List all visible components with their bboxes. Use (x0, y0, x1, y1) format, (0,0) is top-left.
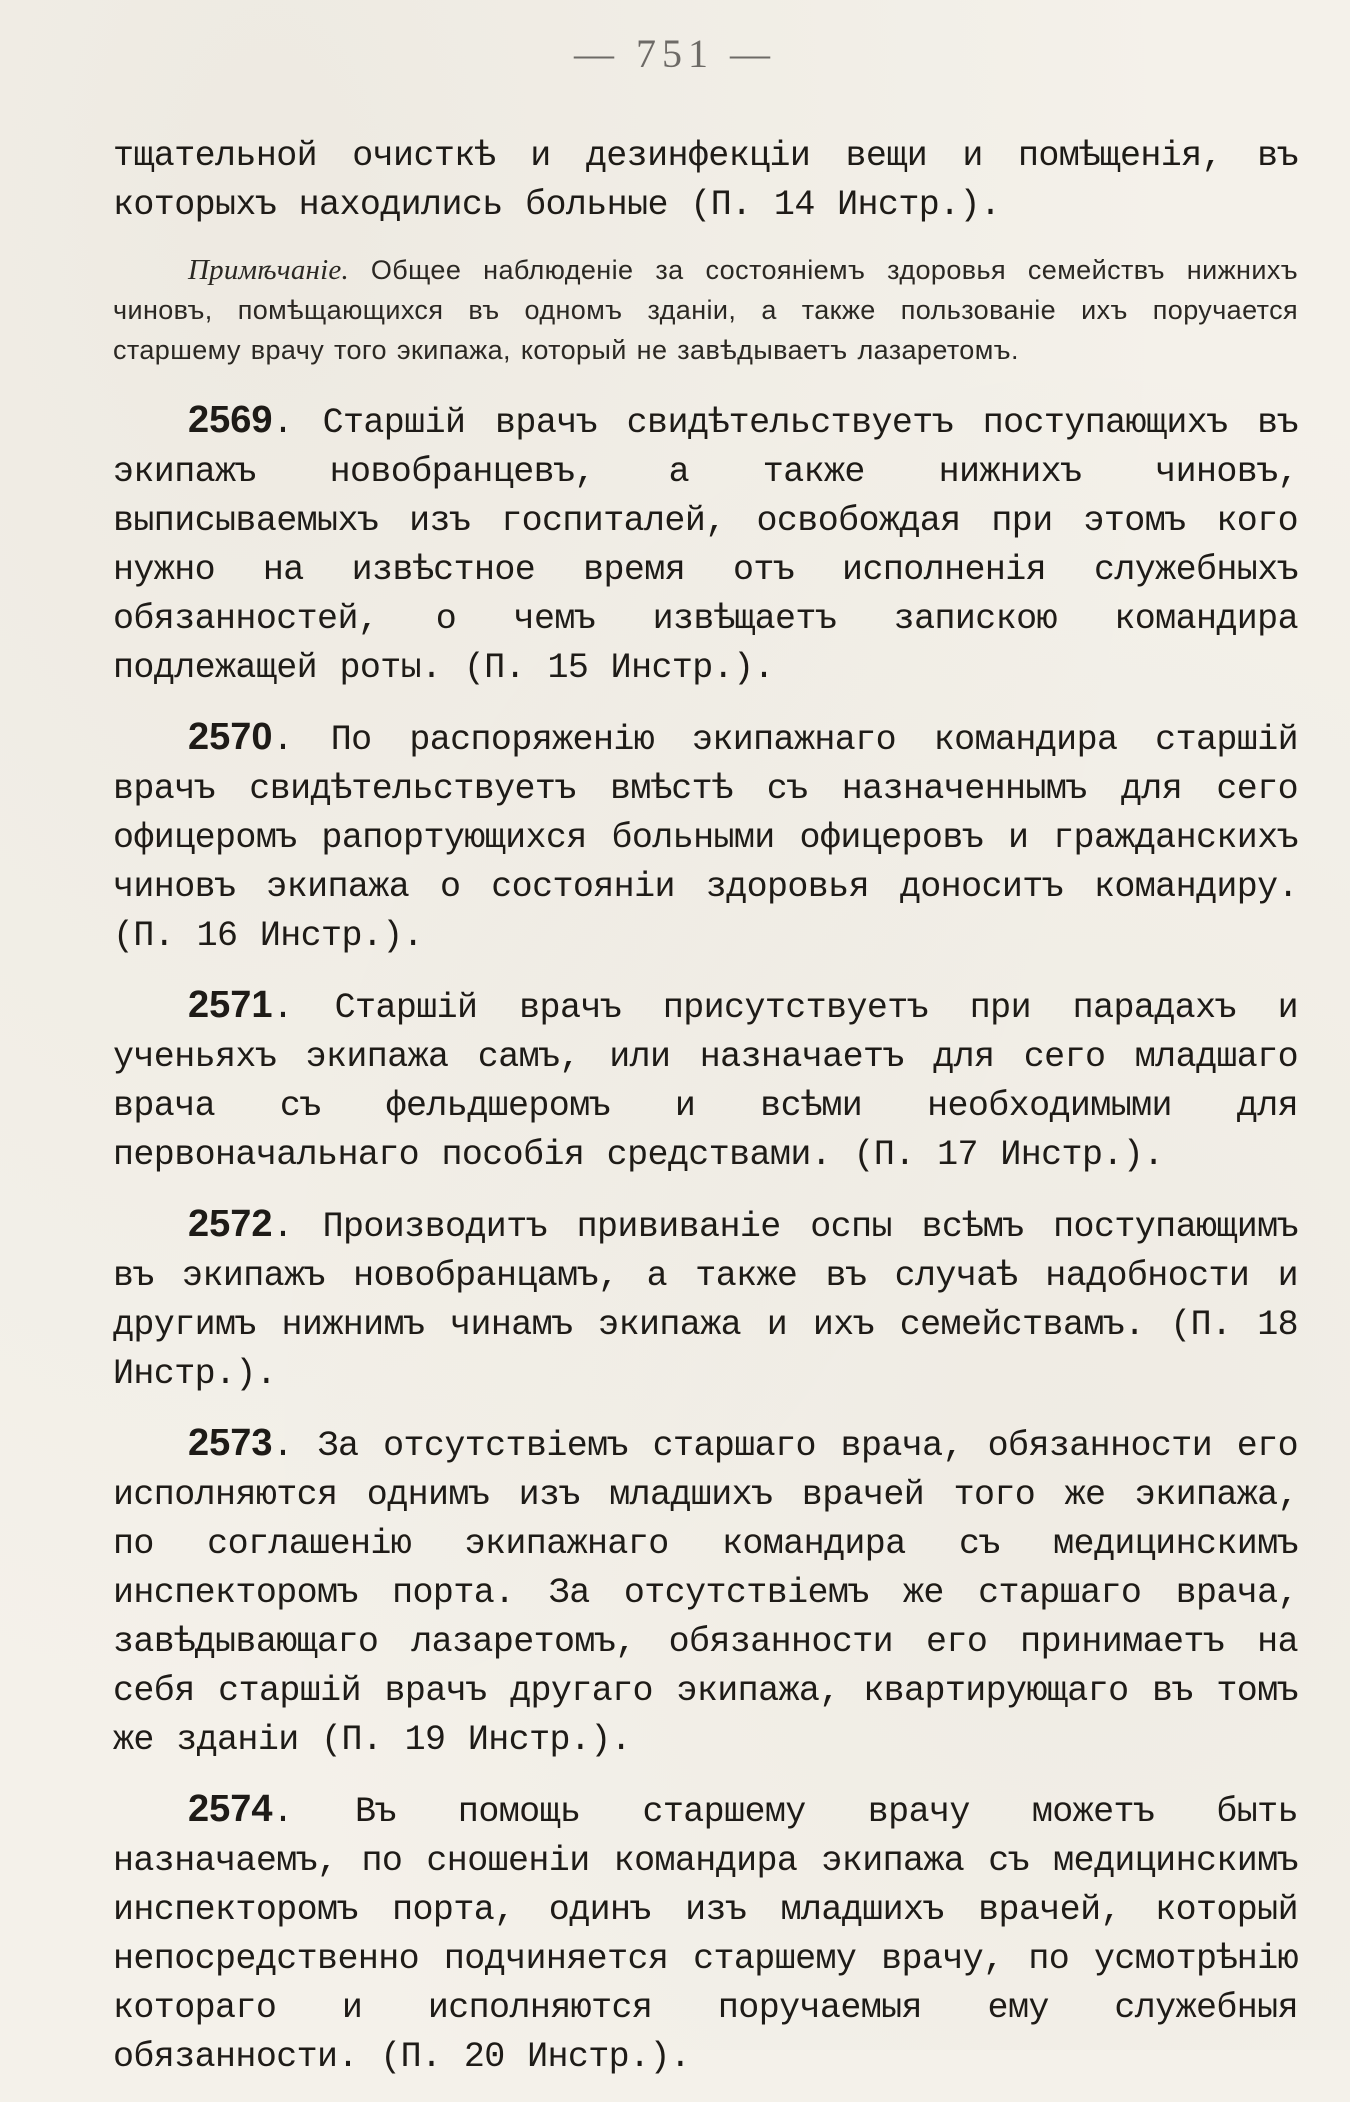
article-text: . Старшій врачъ свидѣтельствуетъ поступающихъ въ экипажъ новобранцевъ, а также нижнихъ чиновъ, выписываемыхъ изъ госпиталей, освобождая при этомъ кого нужно на извѣстное время отъ исполненія служебныхъ обязанностей, о чемъ извѣщаетъ запискою командира подлежащей роты. (П. 15 Инстр.). (113, 403, 1298, 688)
article-text: . За отсутствіемъ старшаго врача, обязанности его исполняются однимъ изъ младшихъ врачей того же экипажа, по соглашенію экипажнаго командира съ медицинскимъ инспекторомъ порта. За отсутствіемъ же старшаго врача, завѣдывающаго лазаретомъ, обязанности его принимаетъ на себя старшій врачъ другаго экипажа, квартирующаго въ томъ же зданіи (П. 19 Инстр.). (113, 1426, 1298, 1760)
article-number: 2574 (188, 1788, 273, 1830)
article-text: . Старшій врачъ присутствуетъ при парадахъ и ученьяхъ экипажа самъ, или назначаетъ для сего младшаго врача съ фельдшеромъ и всѣми необходимыми для первоначальнаго пособія средствами. (П. 17 Инстр.). (113, 988, 1298, 1175)
article-text: . Въ помощь старшему врачу можетъ быть назначаемъ, по сношеніи командира экипажа съ медицинскимъ инспекторомъ порта, одинъ изъ младшихъ врачей, который непосредственно подчиняется старшему врачу, по усмотрѣнію котораго и исполняются поручаемыя ему служебныя обязанности. (П. 20 Инстр.). (113, 1792, 1298, 2077)
article-2570 (113, 713, 1298, 961)
continuation-paragraph: тщательной очисткѣ и дезинфекціи вещи и помѣщенія, въ которыхъ находились больные (П. 14 Инстр.). (113, 136, 1298, 225)
article-number: 2573 (188, 1422, 273, 1464)
note-label: Примѣчаніе. (188, 254, 349, 286)
article-text: . По распоряженію экипажнаго командира старшій врачъ свидѣтельствуетъ вмѣстѣ съ назначеннымъ для сего офицеромъ рапортующихся больными офицеровъ и гражданскихъ чиновъ экипажа о состояніи здоровья доноситъ командиру. (П. 16 Инстр.). (113, 720, 1298, 956)
article-number: 2569 (188, 399, 273, 441)
article-2569 (113, 396, 1298, 693)
note-paragraph (113, 250, 1298, 370)
article-2573 (113, 1419, 1298, 1765)
article-text: . Производитъ прививаніе оспы всѣмъ поступающимъ въ экипажъ новобранцамъ, а также въ случаѣ надобности и другимъ нижнимъ чинамъ экипажа и ихъ семействамъ. (П. 18 Инстр.). (113, 1207, 1298, 1394)
article-number: 2572 (188, 1203, 273, 1245)
page-content (113, 132, 1298, 2102)
article-number: 2570 (188, 716, 273, 758)
article-2571 (113, 981, 1298, 1180)
article-2572 (113, 1200, 1298, 1399)
note-text: Общее наблюденіе за состояніемъ здоровья семействъ нижнихъ чиновъ, помѣщающихся въ одномъ зданіи, а также пользованіе ихъ поручается старшему врачу того экипажа, который не завѣдываетъ лазаретомъ. (113, 255, 1298, 365)
article-number: 2571 (188, 984, 273, 1026)
article-2574 (113, 1785, 1298, 2082)
page-number: — 751 — (574, 31, 776, 76)
